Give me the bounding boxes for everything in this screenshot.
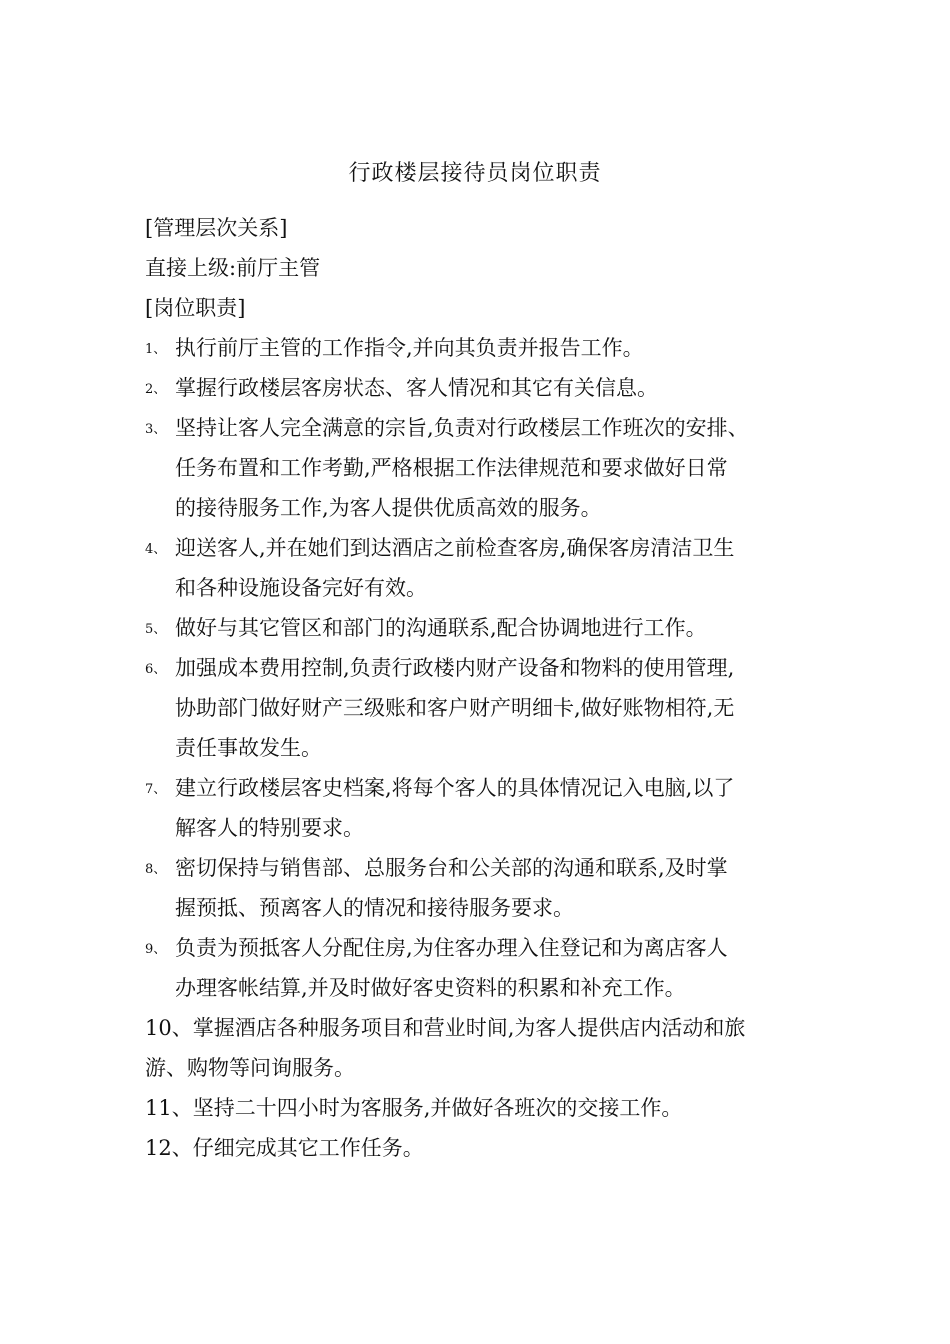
duty-line: 办理客帐结算,并及时做好客史资料的积累和补充工作。 [175,976,686,1000]
duty-item [145,328,835,368]
duty-text [175,528,835,608]
section-heading-hierarchy: [管理层次关系] [145,216,288,240]
duty-item [145,528,835,608]
duty-line: 做好与其它管区和部门的沟通联系,配合协调地进行工作。 [175,616,707,640]
duty-text [145,1088,835,1128]
duty-line: 的接待服务工作,为客人提供优质高效的服务。 [175,496,602,520]
duty-number: 8、 [145,862,167,877]
duty-item [145,608,835,648]
duty-line: 建立行政楼层客史档案,将每个客人的具体情况记入电脑,以了 [175,776,735,800]
duty-item [145,408,835,528]
duty-line: 加强成本费用控制,负责行政楼内财产设备和物料的使用管理, [175,656,735,680]
duty-text [175,848,835,928]
duty-item [145,848,835,928]
duty-text [175,368,835,408]
duty-number: 5、 [145,622,167,637]
duty-item [145,1008,835,1088]
duty-line: 11、坚持二十四小时为客服务,并做好各班次的交接工作。 [145,1096,683,1120]
duty-line: 负责为预抵客人分配住房,为住客办理入住登记和为离店客人 [175,936,728,960]
document-title: 行政楼层接待员岗位职责 [348,161,602,186]
duty-text [175,328,835,368]
duty-line: 解客人的特别要求。 [175,816,364,840]
duty-line: 密切保持与销售部、总服务台和公关部的沟通和联系,及时掌 [175,856,728,880]
duty-text [145,1128,835,1168]
duty-number: 1、 [145,342,167,357]
duty-line: 执行前厅主管的工作指令,并向其负责并报告工作。 [175,336,644,360]
duty-line: 和各种设施设备完好有效。 [175,576,427,600]
duty-number: 7、 [145,782,167,797]
duty-line: 握预抵、预离客人的情况和接待服务要求。 [175,896,574,920]
supervisor-line: 直接上级:前厅主管 [145,256,321,280]
duty-text [175,408,835,528]
duty-line: 游、购物等问询服务。 [145,1056,355,1080]
duty-line: 掌握行政楼层客房状态、客人情况和其它有关信息。 [175,376,658,400]
duties-list [145,328,835,1168]
document-body [145,208,835,1168]
section-heading-duties: [岗位职责] [145,296,246,320]
duty-number: 3、 [145,422,167,437]
duty-line: 坚持让客人完全满意的宗旨,负责对行政楼层工作班次的安排、 [175,416,749,440]
duty-number: 2、 [145,382,167,397]
duty-number: 4、 [145,542,167,557]
duty-text [145,1008,835,1088]
duty-line: 10、掌握酒店各种服务项目和营业时间,为客人提供店内活动和旅 [145,1016,746,1040]
duty-text [175,768,835,848]
duty-item [145,768,835,848]
duty-item [145,1088,835,1128]
duty-text [175,608,835,648]
duty-item [145,928,835,1008]
duty-line: 协助部门做好财产三级账和客户财产明细卡,做好账物相符,无 [175,696,735,720]
duty-number: 9、 [145,942,167,957]
duty-item [145,368,835,408]
duty-item [145,1128,835,1168]
duty-item [145,648,835,768]
duty-text [175,928,835,1008]
duty-line: 任务布置和工作考勤,严格根据工作法律规范和要求做好日常 [175,456,728,480]
duty-line: 迎送客人,并在她们到达酒店之前检查客房,确保客房清洁卫生 [175,536,735,560]
duty-line: 责任事故发生。 [175,736,322,760]
duty-number: 6、 [145,662,167,677]
duty-text [175,648,835,768]
duty-line: 12、仔细完成其它工作任务。 [145,1136,424,1160]
